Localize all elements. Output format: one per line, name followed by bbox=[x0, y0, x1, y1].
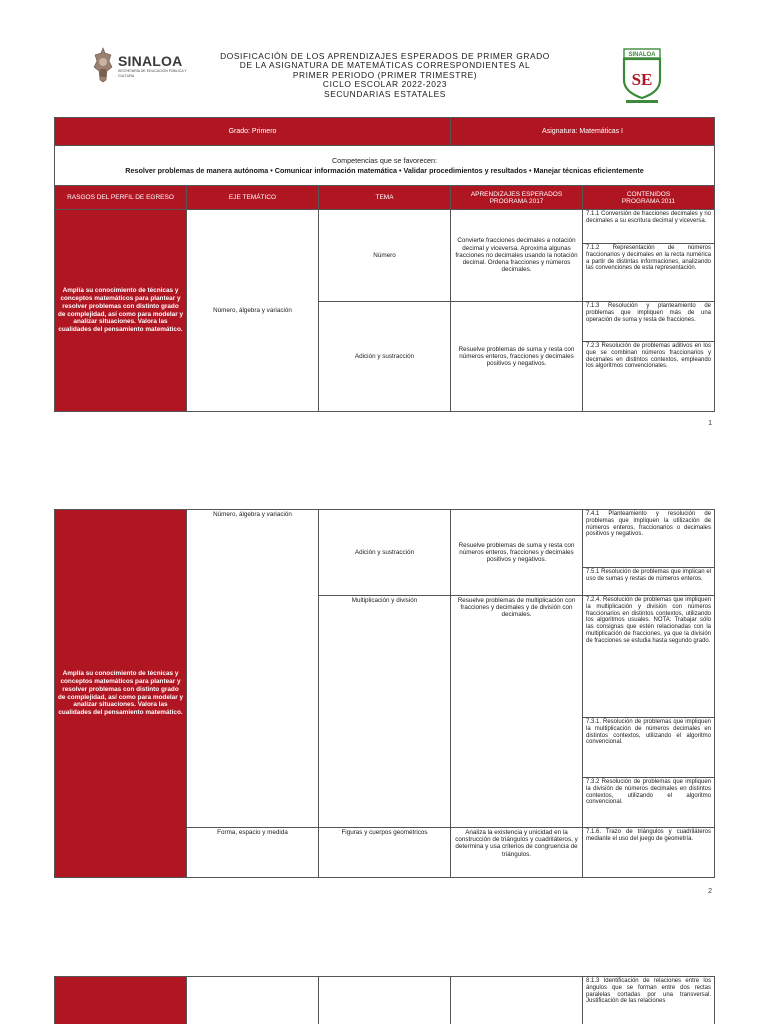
title-line: DOSIFICACIÓN DE LOS APRENDIZAJES ESPERADOS DE PRIMER GRADO bbox=[220, 51, 550, 61]
planning-table-page2 bbox=[54, 509, 715, 878]
perfil-cell: Amplía su conocimiento de técnicas y conceptos matemáticos para plantear y resolver problemas con distinto grado de complejidad, así como para modelar y analizar situaciones. Valora las cualidades del pensamiento matemático. bbox=[55, 210, 187, 412]
tema-cell: Adición y sustracción bbox=[319, 302, 451, 412]
contenido-cell: 7.1.3 Resolución y planteamiento de problemas que impliquen más de una operación de suma y resta de fracciones. bbox=[583, 302, 715, 342]
tema-cell: Figuras y cuerpos geométricos bbox=[319, 828, 451, 878]
aprendizaje-cell bbox=[451, 977, 583, 1024]
col-header-contenidos: CONTENIDOS PROGRAMA 2011 bbox=[583, 186, 715, 210]
aprendizaje-cell: Resuelve problemas de suma y resta con números enteros, fracciones y decimales positivos y negativos. bbox=[451, 510, 583, 596]
page-3 bbox=[0, 972, 768, 1024]
competencias-title: Competencias que se favorecen: bbox=[331, 155, 438, 165]
logo-se-top-text: SINALOA bbox=[628, 52, 656, 58]
planning-table-page1 bbox=[54, 117, 715, 412]
perfil-cell bbox=[55, 977, 187, 1024]
se-shield-logo bbox=[620, 46, 664, 106]
page-2 bbox=[0, 500, 768, 960]
document-title bbox=[210, 52, 560, 99]
eje-cell: Forma, espacio y medida bbox=[187, 828, 319, 878]
state-seal-icon bbox=[92, 47, 114, 83]
tema-cell: Número bbox=[319, 210, 451, 302]
grade-cell: Grado: Primero bbox=[55, 118, 451, 146]
eje-cell bbox=[187, 977, 319, 1024]
col-header-eje: EJE TEMÁTICO bbox=[187, 186, 319, 210]
competencias-cell bbox=[55, 146, 715, 186]
col-header-tema: TEMA bbox=[319, 186, 451, 210]
tema-cell: Adición y sustracción bbox=[319, 510, 451, 596]
contenido-cell: 7.3.1. Resolución de problemas que impliquen la multiplicación de números decimales en distintos contextos, utilizando el algoritmo convencional. bbox=[583, 718, 715, 778]
perfil-cell: Amplía su conocimiento de técnicas y conceptos matemáticos para plantear y resolver problemas con distinto grado de complejidad, así como para modelar y analizar situaciones. Valora las cualidades del pensamiento matemático. bbox=[55, 510, 187, 878]
planning-table-page3 bbox=[54, 976, 715, 1024]
contenido-cell: 7.5.1 Resolución de problemas que implican el uso de sumas y restas de números enteros. bbox=[583, 568, 715, 596]
eje-cell: Número, álgebra y variación bbox=[187, 510, 319, 828]
page-1 bbox=[0, 0, 768, 470]
contenido-cell: 7.1.6. Trazo de triángulos y cuadriláteros mediante el uso del juego de geometría. bbox=[583, 828, 715, 878]
eje-cell: Número, álgebra y variación bbox=[187, 210, 319, 412]
aprendizaje-cell: Analiza la existencia y unicidad en la construcción de triángulos y cuadriláteros, y determina y usa criterios de congruencia de triángulos. bbox=[451, 828, 583, 878]
title-line: PRIMER PERIODO (PRIMER TRIMESTRE) bbox=[292, 69, 478, 80]
page-number: 2 bbox=[708, 888, 712, 895]
col-header-perfil: RASGOS DEL PERFIL DE EGRESO bbox=[55, 186, 187, 210]
contenido-cell: 7.3.2 Resolución de problemas que impliquen la división de números decimales en distintos contextos, utilizando el algoritmo convencional. bbox=[583, 778, 715, 828]
aprendizaje-cell: Convierte fracciones decimales a notación decimal y viceversa. Aproxima algunas fracciones no decimales usando la notación decimal. Ordena fracciones y números decimales. bbox=[451, 210, 583, 302]
contenido-cell: 7.4.1 Planteamiento y resolución de problemas que impliquen la utilización de números enteros, fraccionarios o decimales positivos y negativos. bbox=[583, 510, 715, 568]
contenido-cell: 7.1.1 Conversión de fracciones decimales y no decimales a su escritura decimal y viceversa. bbox=[583, 210, 715, 244]
sinaloa-sepyc-logo bbox=[92, 47, 192, 87]
aprendizaje-cell: Resuelve problemas de multiplicación con fracciones y decimales y de división con decimales. bbox=[451, 596, 583, 828]
contenido-cell: 7.1.2 Representación de números fraccionarios y decimales en la recta numérica a partir de distintas informaciones, analizando las convenciones de esta representación. bbox=[583, 244, 715, 302]
col-header-aprendizajes: APRENDIZAJES ESPERADOS PROGRAMA 2017 bbox=[451, 186, 583, 210]
title-line: CICLO ESCOLAR 2022-2023 bbox=[322, 79, 448, 90]
contenido-cell: 7.2.3 Resolución de problemas aditivos en los que se combinan números fraccionarios y decimales en distintos contextos, empleando los algoritmos convencionales. bbox=[583, 342, 715, 412]
contenido-cell: 8.1.3 Identificación de relaciones entre los ángulos que se forman entre dos rectas paralelas cortadas por una transversal. Justificación de las relaciones bbox=[583, 977, 715, 1024]
subject-cell: Asignatura: Matemáticas I bbox=[451, 118, 715, 146]
contenido-cell: 7.2.4. Resolución de problemas que impliquen la multiplicación y división con números fraccionarios en distintos contextos, utilizando los algoritmos usuales. NOTA: Trabajar sólo las consignas que estén relacionadas con la multiplicación de fracciones, ya que la división de fracciones se estudia hasta segundo grado. bbox=[583, 596, 715, 718]
title-line: DE LA ASIGNATURA DE MATEMÁTICAS CORRESPONDIENTES AL bbox=[239, 60, 531, 71]
competencias-text: Resolver problemas de manera autónoma • Comunicar información matemática • Validar procedimientos y resultados • Manejar técnicas eficientemente bbox=[125, 165, 644, 175]
logo-brand-text: SINALOA bbox=[118, 53, 183, 69]
aprendizaje-cell: Resuelve problemas de suma y resta con números enteros, fracciones y decimales positivos y negativos. bbox=[451, 302, 583, 412]
logo-se-mark: SE bbox=[631, 70, 653, 89]
page-number: 1 bbox=[708, 420, 712, 427]
title-line: SECUNDARIAS ESTATALES bbox=[324, 88, 446, 99]
tema-cell: Multiplicación y división bbox=[319, 596, 451, 828]
tema-cell bbox=[319, 977, 451, 1024]
logo-sub-text: SECRETARÍA DE EDUCACIÓN PÚBLICA Y CULTURA bbox=[118, 69, 187, 78]
